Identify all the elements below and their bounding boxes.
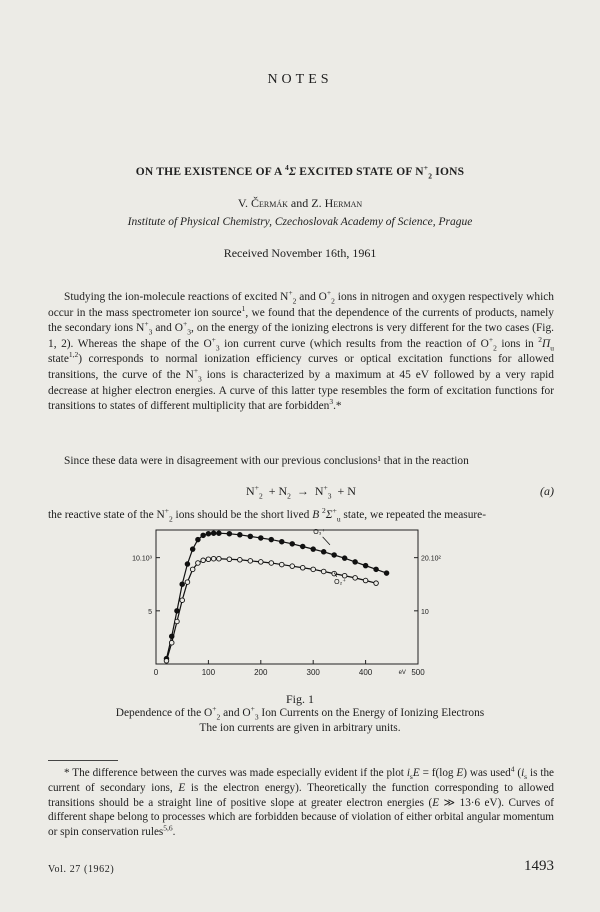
series-1-point-11: [227, 557, 232, 562]
figure-caption-line-1: Dependence of the $O^+_2$ and $O^+_3$ Ion Currents on the Energy of Ionizing Electrons: [115, 704, 485, 722]
series-0-point-17: [290, 542, 295, 547]
series-0-point-8: [206, 531, 211, 536]
footnote: * The difference between the curves was made especially evident if the plot $i_sE = f(\log$ E) was used$^4$ ($i_s$ is the current of secondary ions, E is the electron energy). Theoretically the function corresponding to allowed transitions should be a straight line of positive slope at greater electron energies (E ≫ 13·6 eV). Curves of different shape belong to processes which are forbidden because of violation of either orbital angular momentum or spin conservation rules$^{5,6}$.: [48, 764, 555, 839]
series-1-point-12: [238, 557, 243, 562]
affiliation: Institute of Physical Chemistry, Czechoslovak Academy of Science, Prague: [127, 216, 473, 228]
series-1-point-4: [185, 580, 190, 585]
x-unit-label: eV: [398, 670, 406, 676]
x-tick-label-3: 300: [306, 668, 320, 677]
paragraph-3: the reactive state of the $N^+_2$ ions should be the short lived B $^2\Sigma^+_u$ state, we repeated the measure-: [48, 506, 487, 524]
series-1-point-18: [300, 565, 305, 570]
series-0-point-18: [300, 544, 305, 549]
series-0-point-4: [185, 562, 190, 567]
series-1-point-2: [175, 619, 180, 624]
series-0-point-21: [332, 553, 337, 558]
series-label-o3: O₃⁺: [313, 529, 326, 536]
series-1-point-9: [211, 556, 216, 561]
series-1-point-0: [164, 659, 169, 664]
right-tick-label-0: 10: [421, 608, 429, 616]
series-0-point-11: [227, 531, 232, 536]
series-1-point-1: [169, 640, 174, 645]
left-tick-label-1: 10.10³: [132, 555, 152, 563]
series-1-point-19: [311, 567, 316, 572]
series-1-point-24: [363, 578, 368, 583]
figure-caption-line-2: The ion currents are given in arbitrary units.: [199, 722, 401, 734]
series-0-point-6: [196, 537, 201, 542]
series-1-point-13: [248, 559, 253, 564]
series-0-point-16: [279, 539, 284, 544]
series-1-point-16: [279, 562, 284, 567]
figure-1-chart: [128, 522, 448, 680]
series-1-point-14: [259, 560, 264, 565]
series-1-point-10: [217, 556, 222, 561]
paragraph-2: Since these data were in disagreement with our previous conclusions¹ that in the reaction: [64, 455, 469, 467]
series-0-point-3: [180, 582, 185, 587]
series-0-point-24: [363, 563, 368, 568]
x-tick-label-1: 100: [201, 668, 216, 677]
series-1-point-7: [201, 558, 206, 563]
figure-label: Fig. 1: [285, 692, 314, 706]
x-tick-label-4: 400: [358, 668, 373, 677]
series-label-o3-pointer: [323, 537, 330, 545]
series-1-point-3: [180, 598, 185, 603]
series-line-0: [166, 533, 386, 658]
x-tick-label-0: 0: [153, 668, 159, 677]
section-title: NOTES: [267, 72, 333, 87]
received-date: Received November 16th, 1961: [223, 246, 377, 260]
article-title: ON THE EXISTENCE OF A $^4$Σ EXCITED STATE OF $N^+_2$ IONS: [135, 163, 465, 181]
figure-caption: [60, 706, 540, 736]
series-1-point-22: [342, 573, 347, 578]
equation-body: $N^+_2 + N_2 \to N^+_3 + N$: [246, 483, 356, 501]
series-0-point-14: [259, 536, 264, 541]
series-0-point-23: [353, 560, 358, 565]
plot-frame: [156, 530, 418, 664]
series-1-point-15: [269, 561, 274, 566]
x-tick-label-5: 500: [411, 668, 425, 677]
series-0-point-12: [238, 532, 243, 537]
series-1-point-20: [321, 569, 326, 574]
right-tick-label-1: 20.10²: [421, 555, 441, 563]
series-0-point-10: [217, 531, 222, 536]
series-0-point-15: [269, 537, 274, 542]
series-1-point-6: [196, 561, 201, 566]
series-0-point-13: [248, 534, 253, 539]
series-0-point-5: [190, 547, 195, 552]
series-label-o2: O₂⁺: [334, 579, 347, 587]
left-tick-label-0: 5: [148, 608, 152, 616]
volume-info: Vol. 27 (1962): [48, 864, 115, 875]
series-0-point-26: [384, 571, 389, 576]
footnote-rule: [48, 760, 118, 761]
series-0-point-9: [211, 531, 216, 536]
series-1-point-25: [374, 581, 379, 586]
x-tick-label-2: 200: [254, 668, 268, 677]
series-1-point-23: [353, 576, 358, 581]
equation-a: [48, 484, 554, 500]
series-0-point-7: [201, 533, 206, 538]
paragraph-1: Studying the ion-molecule reactions of excited $N^+_2$ and $O^+_2$ ions in nitrogen and oxygen respectively which occur in the mass spectrometer ion source$^1$, we found that the dependence of the currents of products, namely the secondary ions $N^+_3$ and $O^+_3$, on the energy of the ionizing electrons is very different for the two cases (Fig. 1, 2). Whereas the shape of the $O^+_3$ ion current curve (which results from the reaction of $O^+_2$ ions in $^2\Pi_u$ state$^{1,2}$) corresponds to normal ionization efficiency curves or optical excitation functions for allowed transitions, the curve of the $N^+_3$ ions is characterized by a maximum at 45 eV followed by a very rapid decrease at higher electron energies. A curve of this latter type resembles the form of excitation functions for transitions to states of different multiplicity that are forbidden$^3$.*: [48, 288, 555, 413]
series-0-point-20: [321, 550, 326, 555]
authors: V. Čermák and Z. Herman: [237, 196, 363, 210]
page-number: 1493: [524, 858, 554, 874]
series-0-point-19: [311, 547, 316, 552]
series-0-point-22: [342, 556, 347, 561]
series-0-point-25: [374, 567, 379, 572]
series-1-point-8: [206, 557, 211, 562]
equation-label: (a): [540, 484, 554, 498]
series-1-point-5: [190, 567, 195, 572]
series-1-point-17: [290, 564, 295, 569]
